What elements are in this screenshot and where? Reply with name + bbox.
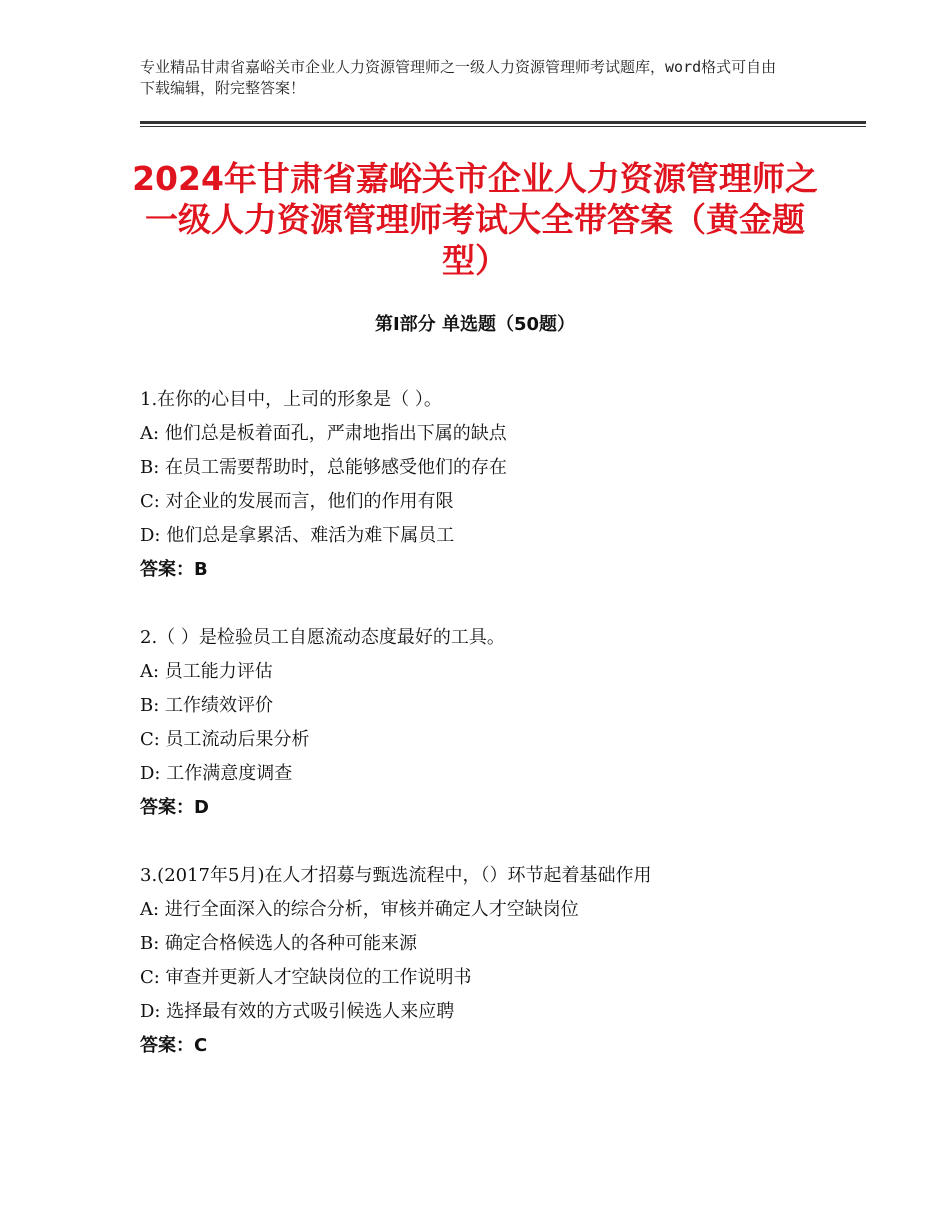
option-b: B: 在员工需要帮助时，总能够感受他们的存在 — [140, 457, 508, 478]
question-3 — [140, 859, 840, 1063]
option-a: A: 员工能力评估 — [140, 661, 273, 682]
document-title: 2024年甘肃省嘉峪关市企业人力资源管理师之一级人力资源管理师考试大全带答案（黄金题型） — [132, 159, 818, 280]
option-d: D: 他们总是拿累活、难活为难下属员工 — [140, 525, 455, 546]
option-c: C: 审查并更新人才空缺岗位的工作说明书 — [140, 967, 472, 988]
question-1 — [140, 383, 840, 587]
question-stem: 3.(2017年5月)在人才招募与甄选流程中，（）环节起着基础作用 — [140, 865, 652, 886]
header-divider-thin — [140, 126, 866, 127]
option-c: C: 对企业的发展而言，他们的作用有限 — [140, 491, 454, 512]
answer: 答案：C — [140, 1035, 208, 1056]
option-a: A: 进行全面深入的综合分析，审核并确定人才空缺岗位 — [140, 899, 579, 920]
question-stem: 1.在你的心目中，上司的形象是（ ）。 — [140, 389, 442, 410]
option-c: C: 员工流动后果分析 — [140, 729, 310, 750]
question-2 — [140, 621, 840, 825]
header-divider-thick — [140, 121, 866, 124]
option-b: B: 确定合格候选人的各种可能来源 — [140, 933, 418, 954]
answer: 答案：B — [140, 559, 208, 580]
section-title: 第Ⅰ部分 单选题（50题） — [374, 314, 575, 335]
question-list — [140, 383, 840, 1097]
answer: 答案：D — [140, 797, 209, 818]
option-b: B: 工作绩效评价 — [140, 695, 274, 716]
option-a: A: 他们总是板着面孔，严肃地指出下属的缺点 — [140, 423, 507, 444]
question-stem: 2.（ ）是检验员工自愿流动态度最好的工具。 — [140, 627, 505, 648]
header-note: 专业精品甘肃省嘉峪关市企业人力资源管理师之一级人力资源管理师考试题库，word格式可自由下载编辑，附完整答案！ — [140, 58, 777, 97]
option-d: D: 工作满意度调查 — [140, 763, 293, 784]
option-d: D: 选择最有效的方式吸引候选人来应聘 — [140, 1001, 455, 1022]
